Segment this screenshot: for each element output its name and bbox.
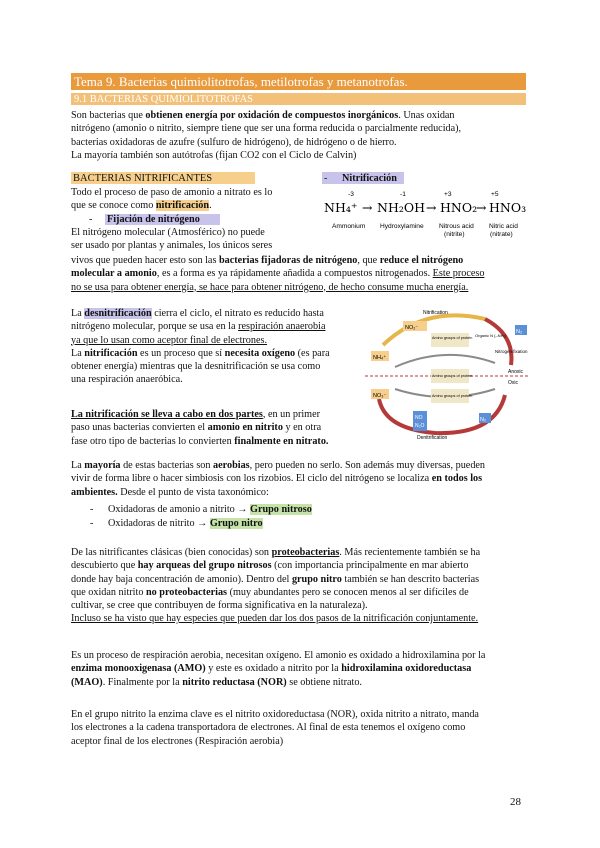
ox-state-2: -1 <box>400 191 406 198</box>
intro-line-4: La mayoría también son autótrofas (fijan CO2 con el Ciclo de Calvin) <box>71 149 357 161</box>
clasicas-paragraph <box>71 546 526 626</box>
dos-partes-line-3: fase otro tipo de bacterias lo convierten finalmente en nitrato. <box>71 435 329 447</box>
desnit-line-4: La nitrificación es un proceso que sí necesita oxígeno (es para <box>71 347 330 359</box>
n2o-label: N₂O <box>415 423 425 429</box>
nitrificacion-equation-svg <box>322 172 527 262</box>
clasicas-line-4: que oxidan nitrito no proteobacterias (muy abundantes pero se conocen menos al ser difíciles de <box>71 586 469 598</box>
section-title: 9.1 BACTERIAS QUIMIOLITOTROFAS <box>74 94 253 105</box>
name-ammonium: Ammonium <box>332 223 366 230</box>
compound-nitrite: HNO₂ <box>440 200 478 215</box>
page-number: 28 <box>510 796 521 808</box>
fijacion-cont-line-2: molecular a amonio, es a forma es ya rápidamente añadida a compuestos nitrogenados. Este proceso <box>71 268 485 280</box>
intro-line-2: nitrógeno (amonio o nitrito, siempre tiene que ser una forma reducida o parcialmente reducida), <box>71 123 462 135</box>
nitrificacion-equation <box>322 172 527 262</box>
clasicas-line-1: De las nitrificantes clásicas (bien conocidas) son proteobacterias. Más recientemente también se ha <box>71 547 481 558</box>
nitrogen-fixation-text: Nitrogen fixation <box>495 349 528 354</box>
name-hydroxylamine: Hydroxylamine <box>380 223 424 230</box>
proceso-paragraph <box>71 649 526 689</box>
n2-label-bottom: N₂ <box>480 417 487 423</box>
nh4-label: NH₄⁺ <box>373 355 387 361</box>
no2-label: NO₂⁻ <box>405 325 419 331</box>
denitrification-text: Denitrification <box>417 435 448 441</box>
ox-state-1: -3 <box>348 191 354 198</box>
mayoria-paragraph <box>71 459 526 499</box>
amino-mid: Amino groups of protein <box>432 374 473 378</box>
clasicas-line-6: Incluso se ha visto que hay especies que pueden dar los dos pasos de la nitrificación conjuntamente. <box>71 613 479 625</box>
grupo-nitrito-line-3: aceptor final de los electrones (Respiración aerobia) <box>71 735 284 747</box>
desnitrificacion-paragraph <box>71 307 357 387</box>
mayoria-line-2: vivir de forma libre o hacer simbiosis con los rizobios. El ciclo del nitrógeno se localiza en todos los <box>71 473 483 485</box>
amino-top: Amino groups of protein <box>432 336 473 340</box>
intro-line-3: bacterias oxidadoras de azufre (sulfuro de hidrógeno), de hidrógeno o de hierro. <box>71 136 397 148</box>
name-nitric-acid: Nitric acid <box>489 223 518 230</box>
compound-ammonium: NH₄⁺ <box>324 200 358 215</box>
grupo-nitrito-paragraph <box>71 708 526 748</box>
proceso-line-1: Es un proceso de respiración aerobia, necesitan oxígeno. El amonio es oxidado a hidroxilamina por la <box>71 650 486 661</box>
fijacion-line-1: El nitrógeno molecular (Atmosférico) no puede <box>71 226 265 238</box>
intro-paragraph <box>71 109 526 162</box>
compound-nitrate: HNO₃ <box>489 200 527 215</box>
fijacion-cont-line-1: vivos que pueden hacer esto son las bacterias fijadoras de nitrógeno, que reduce el nitrógeno <box>71 255 464 266</box>
nitrificantes-text <box>71 186 301 252</box>
ox-state-3: +3 <box>444 191 452 198</box>
nitrif-line-1: Todo el proceso de paso de amonio a nitrato es lo <box>71 187 273 198</box>
taxonomy-item-1: - Oxidadoras de amonio a nitrito → Grupo nitroso <box>90 504 312 515</box>
name-nitrate: (nitrate) <box>490 231 513 238</box>
anoxic-text: Anoxic <box>508 369 524 375</box>
desnit-line-1: La desnitrificación cierra el ciclo, el nitrato es reducido hasta <box>71 308 324 319</box>
nitrogen-cycle-diagram <box>365 305 529 443</box>
n2-label-top: N₂ <box>516 329 523 335</box>
clasicas-line-2: descubierto que hay arqueas del grupo nitrosos (con importancia principalmente en mar abierto <box>71 560 469 572</box>
arrow-1: → <box>362 200 373 215</box>
grupo-nitrito-line-2: los electrones a la cadena transportadora de electrones. Al final de esta tenemos el oxígeno como <box>71 722 466 734</box>
nitrificacion-label: Nitrificación <box>342 173 397 184</box>
mayoria-line-1: La mayoría de estas bacterias son aerobias, pero pueden no serlo. Son además muy diversas, pueden <box>71 460 486 471</box>
no-label: NO <box>415 415 423 421</box>
fijacion-cont-line-3: no se usa para obtener energía, se hace para obtener nitrógeno, de hecho consume mucha energía. <box>71 281 469 293</box>
mayoria-line-3: ambientes. Desde el punto de vista taxonómico: <box>71 486 269 498</box>
chapter-title-bar <box>71 73 526 90</box>
arrow-3: → <box>476 200 487 215</box>
desnit-line-5: obtener energía) mientras que la desnitrificación se usa como <box>71 361 321 372</box>
fijacion-bullet: - Fijación de nitrógeno <box>71 213 301 226</box>
grupo-nitrito-line-1: En el grupo nitrito la enzima clave es el nitrito oxidoreductasa (NOR), oxida nitrito a nitrato, manda <box>71 709 479 720</box>
section-title-bar <box>71 93 526 105</box>
dos-partes-paragraph <box>71 408 357 448</box>
fijacion-continuation <box>71 254 526 294</box>
oxic-text: Oxic <box>508 380 518 386</box>
name-nitrous-acid: Nitrous acid <box>439 223 474 230</box>
arrow-2: → <box>426 200 437 215</box>
nitrificantes-heading: BACTERIAS NITRIFICANTES <box>73 173 213 184</box>
organic-n-label: Organic N (–NH₂) <box>475 333 507 338</box>
clasicas-line-5: cultivar, se cree que contribuyen de forma significativa en la naturaleza). <box>71 600 368 611</box>
nitrificantes-heading-bg <box>71 172 255 184</box>
nitrificacion-label-bg: - Nitrificación <box>322 172 404 184</box>
nitrif-line-2: que se conoce como nitrificación. <box>71 200 212 212</box>
desnit-line-6: una respiración anaeróbica. <box>71 374 183 386</box>
intro-line-1: Son bacterias que obtienen energía por oxidación de compuestos inorgánicos. Unas oxidan <box>71 110 455 121</box>
fijacion-line-2: ser usado por plantas y animales, los únicos seres <box>71 240 273 251</box>
taxonomy-list <box>90 503 510 531</box>
desnit-line-3: ya que lo usan como aceptor final de electrones. <box>71 334 268 346</box>
desnit-line-2: nitrógeno molecular, porque se usa en la respiración anaerobia <box>71 321 326 333</box>
ox-state-4: +5 <box>491 191 499 198</box>
proceso-line-3: (MAO). Finalmente por la nitrito reductasa (NOR) se obtiene nitrato. <box>71 676 362 688</box>
name-nitrite: (nitrite) <box>444 231 465 238</box>
chapter-title: Tema 9. Bacterias quimiolitotrofas, metilotrofas y metanotrofas. <box>74 74 408 89</box>
dos-partes-line-2: paso unas bacterias convierten el amonio en nitrito y en otra <box>71 422 322 434</box>
amino-bot: Amino groups of protein <box>432 394 473 398</box>
clasicas-line-3: donde hay baja concentración de amonio). Dentro del grupo nitro también se han descrito bacterias <box>71 573 480 585</box>
proceso-line-2: enzima monooxigenasa (AMO) y este es oxidado a nitrito por la hidroxilamina oxidoreductasa <box>71 663 472 675</box>
no3-label: NO₃⁻ <box>373 393 387 399</box>
nitrification-text: Nitrification <box>423 310 448 316</box>
dos-partes-line-1: La nitrificación se lleva a cabo en dos partes, en un primer <box>71 409 321 420</box>
compound-hydroxylamine: NH₂OH <box>377 200 425 215</box>
taxonomy-item-2: - Oxidadoras de nitrito → Grupo nitro <box>90 518 263 530</box>
